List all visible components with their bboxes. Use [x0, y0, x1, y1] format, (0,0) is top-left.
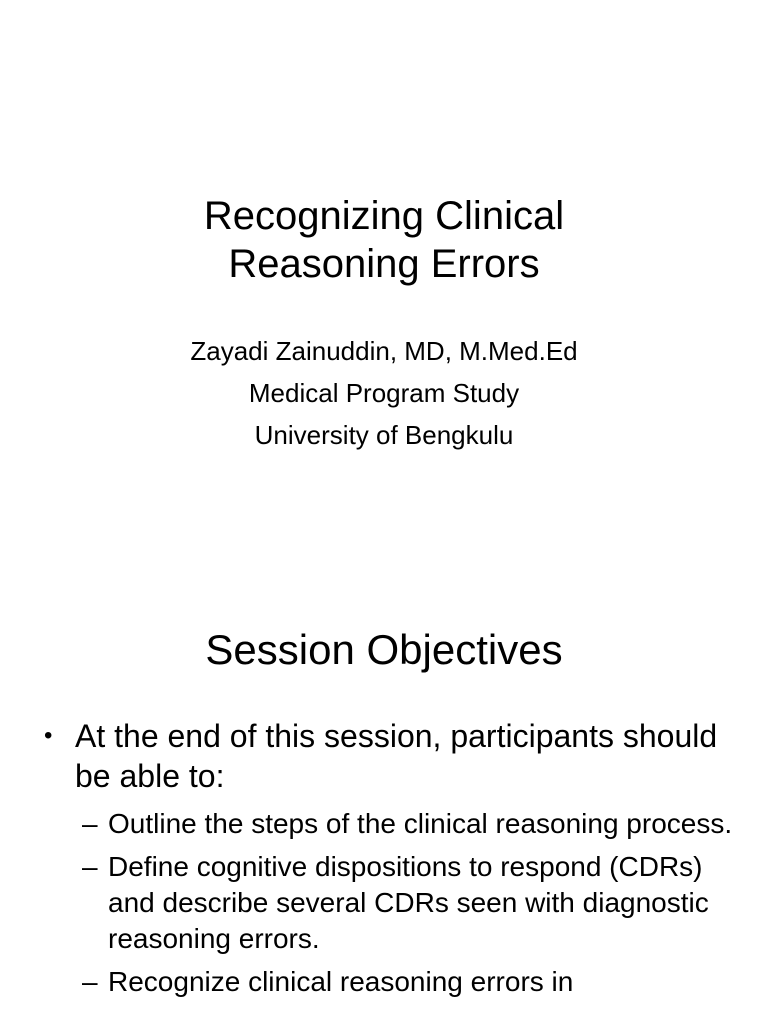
- title-line-2: Reasoning Errors: [228, 242, 540, 286]
- department-name: Medical Program Study: [248, 378, 520, 408]
- objective-text: Define cognitive dispositions to respond (CDRs) and describe several CDRs seen with diagnostic reasoning errors.: [108, 851, 709, 954]
- author-name: Zayadi Zainuddin, MD, M.Med.Ed: [190, 336, 578, 366]
- slide-title: Session Objectives: [205, 626, 563, 673]
- sub-bullet-marker: –: [82, 966, 98, 997]
- objective-text: Recognize clinical reasoning errors in: [108, 966, 574, 997]
- intro-bullet: [44, 716, 744, 796]
- list-item: [82, 964, 744, 1000]
- institution-name: University of Bengkulu: [254, 420, 514, 450]
- title-line-1: Recognizing Clinical: [203, 194, 565, 238]
- list-item: [82, 849, 744, 957]
- sub-bullet-marker: –: [82, 851, 98, 882]
- list-item: [82, 806, 744, 842]
- author-block: [0, 330, 768, 456]
- intro-bullet-text: At the end of this session, participants should be able to:: [75, 718, 718, 794]
- slide-body: [44, 716, 744, 1007]
- presentation-title: [0, 192, 768, 288]
- bullet-marker: •: [44, 722, 53, 749]
- objectives-slide: [0, 576, 768, 1024]
- objective-text: Outline the steps of the clinical reasoning process.: [108, 808, 733, 839]
- objectives-list: [82, 806, 744, 1000]
- sub-bullet-marker: –: [82, 808, 98, 839]
